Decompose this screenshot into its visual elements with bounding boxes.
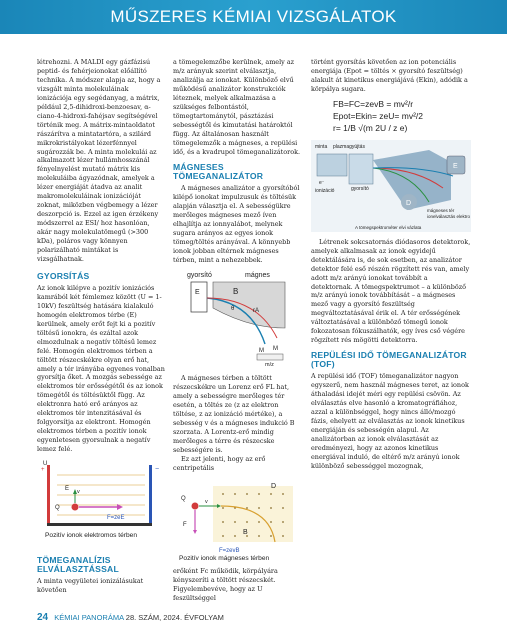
label-gyorsito: gyorsító (187, 272, 212, 280)
label-v: v (205, 498, 208, 505)
figure-magnetic-analyzer (173, 268, 304, 371)
paragraph: Létrenek sokcsatornás diódasoros detektorok, amelyek alkalmasak az ionok egyidejű detektálására is, de sok esetben, az analizátor detektor felé eső részén rögzített rés van, amely adott m/z arányú ionokat továbbít a detektornak. A tömegspektrumot – a különböző m/z arányú ionok továbbítását – a mágneses mező vagy a gyorsító feszültség megváltoztatásával érik el. A tér erősségének változtatásával a különböző tömegű ionok fokozatosan fókuszálhatók, egy íves cső végére rögzített rés mögötti detektorra. (311, 237, 471, 345)
mass-spectrometer-diagram (311, 140, 471, 232)
formula: F=zeE (107, 515, 125, 522)
label-mz: m/z (265, 362, 274, 369)
paragraph: A repülési idő (TOF) tömeganalizátor nagyon egyszerű, nem használ mágneses teret, az ionok áthaladási idejét méri egy repülési csövön. Az elválasztás elve hasonló a kromatográfiához, azzal a különbséggel, hogy nincs álló/mozgó fázis, ehelyett az elválasztás az ionok kinetikus energiáján és sebességén alapul. Az analizátorban az ionok elválasztását az eredményezi, hogy az azonos kinetikus energiával induló, de eltérő m/z arányú ionok különböző sebességgel mozognak, (311, 372, 469, 470)
paragraph: Ez azt jelenti, hogy az erő centripetális (173, 454, 266, 472)
equations (311, 98, 471, 134)
label-plus: + (41, 467, 45, 474)
label-E: E (453, 162, 458, 170)
ion-positive (72, 504, 79, 511)
page-number: 24 (37, 612, 49, 623)
paragraph: erőként Fc működik, körpályára kényszeríti a töltött részecskét. Figyelembevéve, hogy az U feszültséggel (173, 567, 278, 603)
ground-bar (47, 523, 152, 526)
detector (257, 354, 283, 360)
label-minus: − (155, 466, 160, 474)
header-title: MŰSZERES KÉMIAI VIZSGÁLATOK (110, 7, 397, 26)
ion (192, 502, 199, 509)
formula: F=zevB (219, 547, 240, 554)
section-heading-gyorsitas: GYORSÍTÁS (37, 270, 90, 281)
paragraph: a tömegelemzőbe kerülnek, amely az m/z arányuk szerint elválasztja, analizálja az ionokat. Különböző elvű működésű analizátor konstrukciók léteznek, melyek alkalmazása a szükséges felbontástól, tömegtartománytól, pásztázási sebességtől és kimutatási határoktól függ. Az általánosan használt tömegelemzők a mágneses, a repülési idő, és a kvadrupol tömeganalizátorok. (173, 58, 301, 156)
label-u: U (43, 461, 48, 468)
page-footer (37, 612, 224, 623)
electric-field-diagram (37, 457, 165, 549)
magnetic-analyzer-diagram (173, 268, 304, 368)
column-3 (311, 58, 471, 471)
label-ionelvalasztas: ionelválasztás elektro (427, 213, 471, 219)
figure-caption: Pozitív ionok elektromos térben (45, 532, 137, 540)
negative-plate (149, 465, 152, 523)
label-plazma: plazmagyújtás (333, 143, 365, 150)
label-B: B (233, 287, 239, 297)
label-r: rA (253, 308, 259, 315)
paragraph: létrehozni. A MALDI egy gázfázisú peptid- és fehérjeionokat előállító technika. A módszer alapja az, hogy a vizsgált minta molekuláinak ionizációja egy segédanyag, a mátrix, például 2,5-dihidroxi-benzoesav, α-ciano-4-hidroxi-fahéjsav segítségével történik meg. A mátrix-mintaoldatot rászárítva a mintatartóra, a szilárd mikrokristályokat lézerfénnyel sugározzák be. A minta molekulái az alkalmazott lézer hullámhosszánál fényelnyelést mutató mátrix kis molekuláiba ágyazódnak, amelyek a lézer energiáját átadva az analit makromolekuláinak ionizációját zoknat, miközben végbemegy a lézer deszorpció is. Ezzel az igen érzékeny módszerrel az ESI/ hoz hasonlóan, akár nagy molekulatömegű (>300 kDa), poláros vagy könnyen polarizálható mintákat is vizsgálhatnak. (37, 58, 161, 263)
figure-electric-field (37, 457, 165, 552)
figure-caption: Pozitív ionok mágneses térben (179, 554, 270, 562)
label-e: e⁻ (319, 179, 325, 186)
label-theta: θ (231, 306, 235, 313)
column-1 (37, 58, 165, 595)
paragraph: történt gyorsítás követően az ion potenciális energiája (Epot = töltés × gyorsító feszültség) alakult át kinetikus energiájává (Ekin), adódik a körpálya sugara. (311, 58, 468, 93)
paragraph: A minta vegyületei ionizálásukat követően (37, 576, 144, 594)
column-2 (173, 58, 304, 603)
label-B: B (243, 528, 248, 536)
issue-info: 28. SZÁM, 2024. ÉVFOLYAM (125, 613, 224, 622)
positive-plate (47, 465, 50, 523)
label-E: E (195, 289, 200, 297)
section-heading-tof: REPÜLÉSI IDŐ TÖMEGANALIZÁTOR (TOF) (311, 350, 467, 370)
section-heading-tomeganalizis: TÖMEGANALÍZIS ELVÁLASZTÁSSAL (37, 554, 119, 574)
equation-3: r= 1/B √(m 2U / z e) (333, 122, 408, 133)
label-gyorsito: gyorsító (351, 185, 369, 192)
label-F: F (183, 521, 187, 528)
magazine-name: KÉMIAI PANORÁMA (54, 613, 124, 622)
label-minta: minta (315, 143, 328, 150)
svg-text:v: v (77, 489, 80, 496)
accelerator-box (191, 282, 207, 312)
label-magneses-ter: mágneses tér (427, 207, 455, 213)
label-D: D (271, 482, 277, 490)
page-header (0, 0, 507, 34)
label-D: D (406, 199, 412, 207)
section-heading-magneses: MÁGNESES TÖMEGANALIZÁTOR (173, 162, 264, 182)
paragraph: Az ionok kilépve a pozitív ionizációs kamrából két fémlemez között (U = 1-10kV) feszültség hatására kialakuló homogén elektromos térbe (E) kerülnek, amely erőt fejt ki a pozitív töltésű ionokra, és ezáltal azok elmozdulnak a negatív töltésű lemez felé. Homogén elektromos térben a töltött részecskékre olyan erő hat, amely a tér irányába egyenes vonalban gyorsítja őket. A mozgás sebessége az elektromos tér erősségétől és az ionok tömegétől és töltésüktől függ. Az elektronra ható erő arányos az elektromos tér intenzitásával és folgyorsítja az elektront. Homogén elektromos térben a pozitív ionok egyenletesen gyorsulnak a negatív lemez felé. (37, 283, 165, 454)
label-magnes: mágnes (245, 272, 270, 280)
paragraph: A mágneses analizátor a gyorsítóból kilépő ionokat impulzusuk és töltésük alapján választja el. A sebességükre merőleges mágneses mező íven elhajlítja az ionnyalábot, melynek sugara arányos az egyes ionok tömeg/töltés arányával. A könnyebb ionok jobban eltérnek mágneses térben, mint a nehezebbek. (173, 184, 300, 265)
label-m1: M (259, 348, 264, 355)
figure-mass-spectrometer (311, 140, 471, 235)
magnet-sector (213, 282, 285, 328)
label-E: E (65, 486, 70, 493)
equation-2: Epot=Ekin= zeU= mv²/2 (333, 110, 424, 121)
magnetic-field-diagram (173, 476, 304, 562)
label-ionizacio: ionizáció (315, 187, 335, 194)
label-m2: M (273, 346, 278, 353)
diagram-note: A tömegspektrométer elvi vázlata (355, 224, 422, 230)
figure-magnetic-field (173, 476, 304, 565)
equation-1: FB=FC=zevB = mv²/r (333, 98, 414, 109)
label-q: Q (55, 505, 60, 512)
label-q: Q (181, 495, 186, 502)
paragraph: A mágneses térben a töltött részecskékre un Lorenz erő FL hat, amely a sebességre merőleges tér esetén, a töltés ze (z az elektron töltése, z az ionizáció mértéke), a sebesség v és a mágneses indukció B szorzata. A Lorentz-erő mindig merőleges a térre és részecske sebességére is. (173, 374, 295, 454)
